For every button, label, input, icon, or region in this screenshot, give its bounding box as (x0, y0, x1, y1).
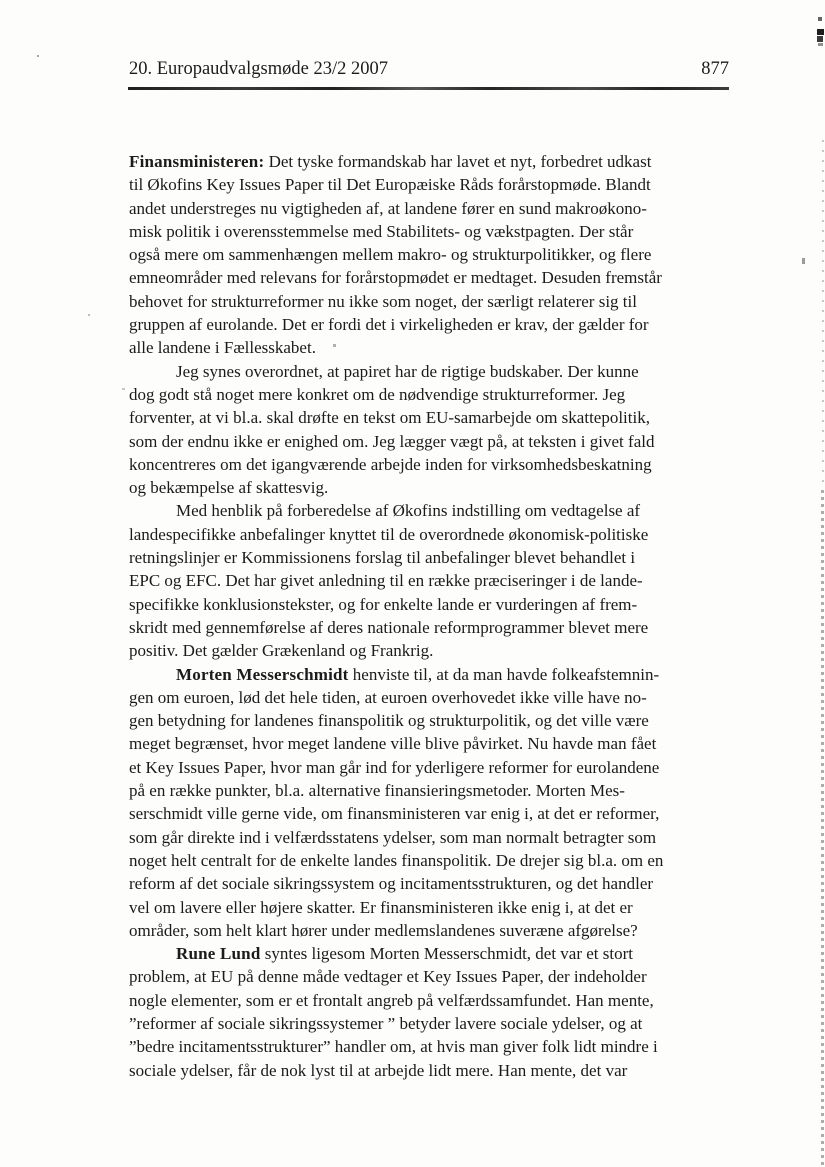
text-line: gen betydning for landenes finanspolitik og strukturpolitik, og det ville være (129, 711, 649, 731)
text-line: Rune Lund syntes ligesom Morten Messerschmidt, det var et stort (176, 944, 634, 964)
text-line: reform af det sociale sikringssystem og incitamentsstrukturen, og det handler (129, 874, 654, 894)
text-line: landespecifikke anbefalinger knyttet til de overordnede økonomisk-politiske (129, 524, 649, 544)
text-line: gen om euroen, lød det hele tiden, at euroen overhovedet ikke ville have no- (129, 687, 647, 707)
text-line: og bekæmpelse af skattesvig. (129, 478, 329, 498)
scan-speck (818, 43, 823, 46)
text-line: specifikke konklusionstekster, og for enkelte lande er vurderingen af frem- (129, 594, 638, 614)
text-line: dog godt stå noget mere konkret om de nødvendige strukturreformer. Jeg (129, 384, 626, 404)
text-line: skridt med gennemførelse af deres nationale reformprogrammer blevet mere (129, 617, 649, 637)
text-line: ”reformer af sociale sikringssystemer ” betyder lavere sociale ydelser, og at (129, 1013, 643, 1033)
page-header (129, 57, 729, 81)
text-line: ”bedre incitamentsstrukturer” handler om, at hvis man giver folk lidt mindre i (129, 1037, 658, 1057)
text-line: som går direkte ind i velfærdsstatens ydelser, som man normalt betragter som (129, 827, 657, 847)
scan-speck (122, 388, 125, 390)
text-line: vel om lavere eller højere skatter. Er finansministeren ikke enig i, at det er (129, 897, 633, 917)
text-line: emneområder med relevans for forårstopmødet er medtaget. Desuden fremstår (129, 268, 662, 288)
scan-edge-dots-upper (822, 140, 824, 490)
text-line: Finansministeren: Det tyske formandskab har lavet et nyt, forbedret udkast (129, 152, 652, 171)
text-line: retningslinjer er Kommissionens forslag til anbefalinger blevet behandlet i (129, 548, 636, 568)
text-line: meget begrænset, hvor meget landene ville blive påvirket. Nu havde man fået (129, 734, 657, 754)
text-line: forventer, at vi bl.a. skal drøfte en tekst om EU-samarbejde om skattepolitik, (129, 408, 650, 428)
text-line: et Key Issues Paper, hvor man går ind for yderligere reformer for eurolandene (129, 757, 660, 777)
text-line: også mere om sammenhængen mellem makro- og strukturpolitikker, og flere (129, 245, 652, 265)
header-title: 20. Europaudvalgsmøde 23/2 2007 (129, 59, 388, 79)
speaker-name: Morten Messerschmidt (176, 664, 349, 684)
text-line: til Økofins Key Issues Paper til Det Europæiske Råds forårstopmøde. Blandt (129, 175, 651, 195)
scan-speck (817, 36, 823, 42)
speaker-name: Finansministeren: (129, 152, 265, 171)
header-rule (128, 87, 729, 90)
scan-speck (333, 344, 336, 347)
text-line: behovet for strukturreformer nu ikke som noget, der særligt relaterer sig til (129, 291, 637, 311)
scan-speck (802, 258, 805, 264)
text-line: problem, at EU på denne måde vedtager et Key Issues Paper, der indeholder (129, 967, 647, 987)
text-line: på en række punkter, bl.a. alternative finansieringsmetoder. Morten Mes- (129, 781, 625, 801)
text-line: positiv. Det gælder Grækenland og Frankrig. (129, 641, 434, 661)
speaker-name: Rune Lund (176, 944, 261, 964)
page-number: 877 (701, 59, 729, 79)
text-line: sociale ydelser, får de nok lyst til at arbejde lidt mere. Han mente, det var (129, 1060, 628, 1080)
scan-speck (818, 17, 822, 21)
text-line: alle landene i Fællesskabet. (129, 338, 316, 358)
text-line: nogle elementer, som er et frontalt angreb på velfærdssamfundet. Han mente, (129, 990, 654, 1010)
scan-speck (817, 29, 824, 35)
text-line: som der endnu ikke er enighed om. Jeg lægger vægt på, at teksten i givet fald (129, 431, 655, 451)
text-line: områder, som helt klart hører under medlemslandenes suveræne afgørelse? (129, 920, 638, 940)
scan-speck (37, 55, 39, 57)
text-line: andet understreges nu vigtigheden af, at landene fører en sund makroøkono- (129, 198, 647, 218)
text-line: noget helt centralt for de enkelte landes finanspolitik. De drejer sig bl.a. om en (129, 850, 664, 870)
text-line: Jeg synes overordnet, at papiret har de rigtige budskaber. Der kunne (176, 361, 639, 381)
scan-speck (88, 314, 90, 316)
text-line: EPC og EFC. Det har givet anledning til en række præciseringer i de lande- (129, 571, 643, 591)
text-line: koncentreres om det igangværende arbejde inden for virksomhedsbeskatning (129, 454, 652, 474)
document-body (129, 150, 729, 1082)
text-line: gruppen af eurolande. Det er fordi det i virkeligheden er krav, der gælder for (129, 315, 649, 335)
scan-edge-dots-lower (821, 490, 824, 1167)
text-line: Morten Messerschmidt henviste til, at da man havde folkeafstemnin- (176, 664, 660, 684)
text-line: Med henblik på forberedelse af Økofins indstilling om vedtagelse af (176, 501, 641, 521)
text-line: misk politik i overensstemmelse med Stabilitets- og vækstpagten. Der står (129, 221, 634, 241)
text-line: serschmidt ville gerne vide, om finansministeren var enig i, at det er reformer, (129, 804, 660, 824)
